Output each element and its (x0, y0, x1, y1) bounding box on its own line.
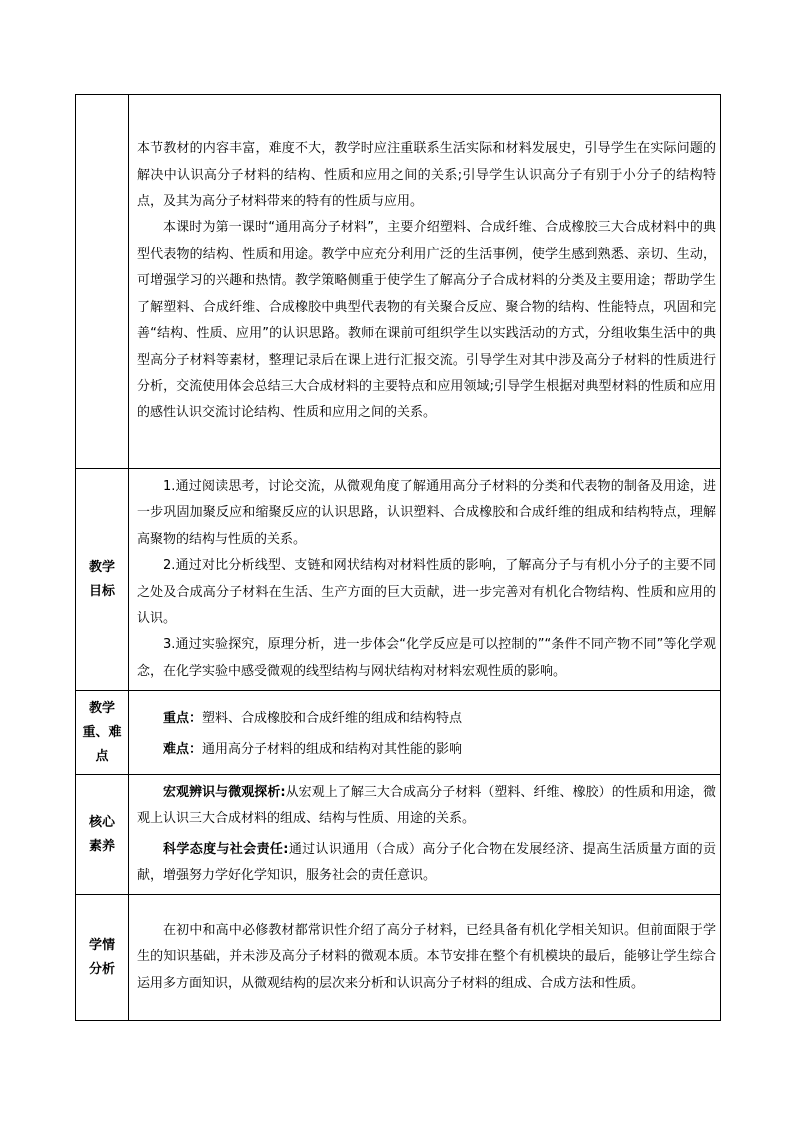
row-label-line: 分析 (88, 961, 115, 977)
paragraph-lead: 难点： (163, 741, 203, 757)
paragraph (137, 780, 716, 833)
row-label-cell (76, 691, 129, 775)
row-label-line: 素养 (88, 838, 115, 854)
table-row-textbook-analysis (76, 95, 721, 469)
paragraph: 本节教材的内容丰富，难度不大，教学时应注重联系生活实际和材料发展史，引导学生在实际问题的解决中认识高分子材料的结构、性质和应用之间的关系;引导学生认识高分子有别于小分子的结构特点，及其为高分子材料带来的特有的性质与应用。 (137, 141, 716, 210)
paragraph (137, 837, 716, 890)
row-content-cell (129, 895, 721, 1021)
row-label-line: 学情 (88, 937, 115, 953)
paragraph: 2.通过对比分析线型、支链和网状结构对材料性质的影响，了解高分子与有机小分子的主要不同之处及合成高分子材料在生活、生产方面的巨大贡献，进一步完善对有机化合物结构、性质和应用的认识。 (137, 558, 716, 626)
row-label-line: 重、难 (82, 724, 122, 740)
paragraph: 3.通过实验探究，原理分析，进一步体会“化学反应是可以控制的”“条件不同产物不同”等化学观念，在化学实验中感受微观的线型结构与网状结构对材料宏观性质的影响。 (137, 637, 716, 679)
table-row-core-competencies (76, 775, 721, 895)
row-content-cell (129, 469, 721, 691)
row-label-cell (76, 895, 129, 1021)
row-label-line: 教学 (88, 700, 115, 716)
row-label-line: 核心 (88, 814, 115, 830)
row-label-line: 点 (95, 748, 109, 764)
row-label-line: 教学 (88, 559, 115, 575)
paragraph-text: 通过认识通用（合成）高分子化合物在发展经济、提高生活质量方面的贡献，增强努力学好化学知识，服务社会的责任意识。 (137, 841, 716, 883)
paragraph: 本课时为第一课时“通用高分子材料”，主要介绍塑料、合成纤维、合成橡胶三大合成材料中的典型代表物的结构、性质和用途。教学中应充分利用广泛的生活事例，使学生感到熟悉、亲切、生动，可增强学习的兴趣和热情。教学策略侧重于使学生了解高分子合成材料的分类及主要用途；帮助学生了解塑料、合成纤维、合成橡胶中典型代表物的有关聚合反应、聚合物的结构、性能特点，巩固和完善“结构、性质、应用”的认识思路。教师在课前可组织学生以实践活动的方式，分组收集生活中的典型高分子材料等素材，整理记录后在课上进行汇报交流。引导学生对其中涉及高分子材料的性质进行分析，交流使用体会总结三大合成材料的主要特点和应用领域;引导学生根据对典型材料的性质和应用的感性认识交流讨论结构、性质和应用之间的关系。 (137, 220, 716, 421)
row-content-cell (129, 95, 721, 469)
row-content-cell (129, 775, 721, 895)
row-content-cell (129, 691, 721, 775)
row-label-cell (76, 95, 129, 469)
paragraph: 在初中和高中必修教材都常识性介绍了高分子材料，已经具备有机化学相关知识。但前面限于学生的知识基础，并未涉及高分子材料的微观本质。本节安排在整个有机模块的最后，能够让学生综合运用多方面知识，从微观结构的层次来分析和认识高分子材料的组成、合成方法和性质。 (137, 922, 716, 991)
lesson-plan-table (75, 94, 721, 1021)
paragraph (137, 706, 716, 732)
row-label-cell (76, 775, 129, 895)
table-row-key-points (76, 691, 721, 775)
table-row-learner-analysis (76, 895, 721, 1021)
paragraph-lead: 重点： (163, 711, 203, 727)
table-row-teaching-objectives (76, 469, 721, 691)
paragraph (137, 737, 716, 763)
paragraph-lead: 科学态度与社会责任: (163, 841, 289, 857)
paragraph-text: 塑料、合成橡胶和合成纤维的组成和结构特点 (202, 711, 463, 727)
row-label-cell (76, 469, 129, 691)
row-label-line: 目标 (88, 583, 115, 599)
paragraph-lead: 宏观辨识与微观探析: (163, 784, 286, 800)
paragraph-text: 从宏观上了解三大合成高分子材料（塑料、纤维、橡胶）的性质和用途，微观上认识三大合成材料的组成、结构与性质、用途的关系。 (137, 784, 716, 827)
paragraph-text: 通用高分子材料的组成和结构对其性能的影响 (202, 741, 463, 757)
paragraph: 1.通过阅读思考，讨论交流，从微观角度了解通用高分子材料的分类和代表物的制备及用途，进一步巩固加聚反应和缩聚反应的认识思路，认识塑料、合成橡胶和合成纤维的组成和结构特点，理解高聚物的结构与性质的关系。 (137, 478, 716, 547)
